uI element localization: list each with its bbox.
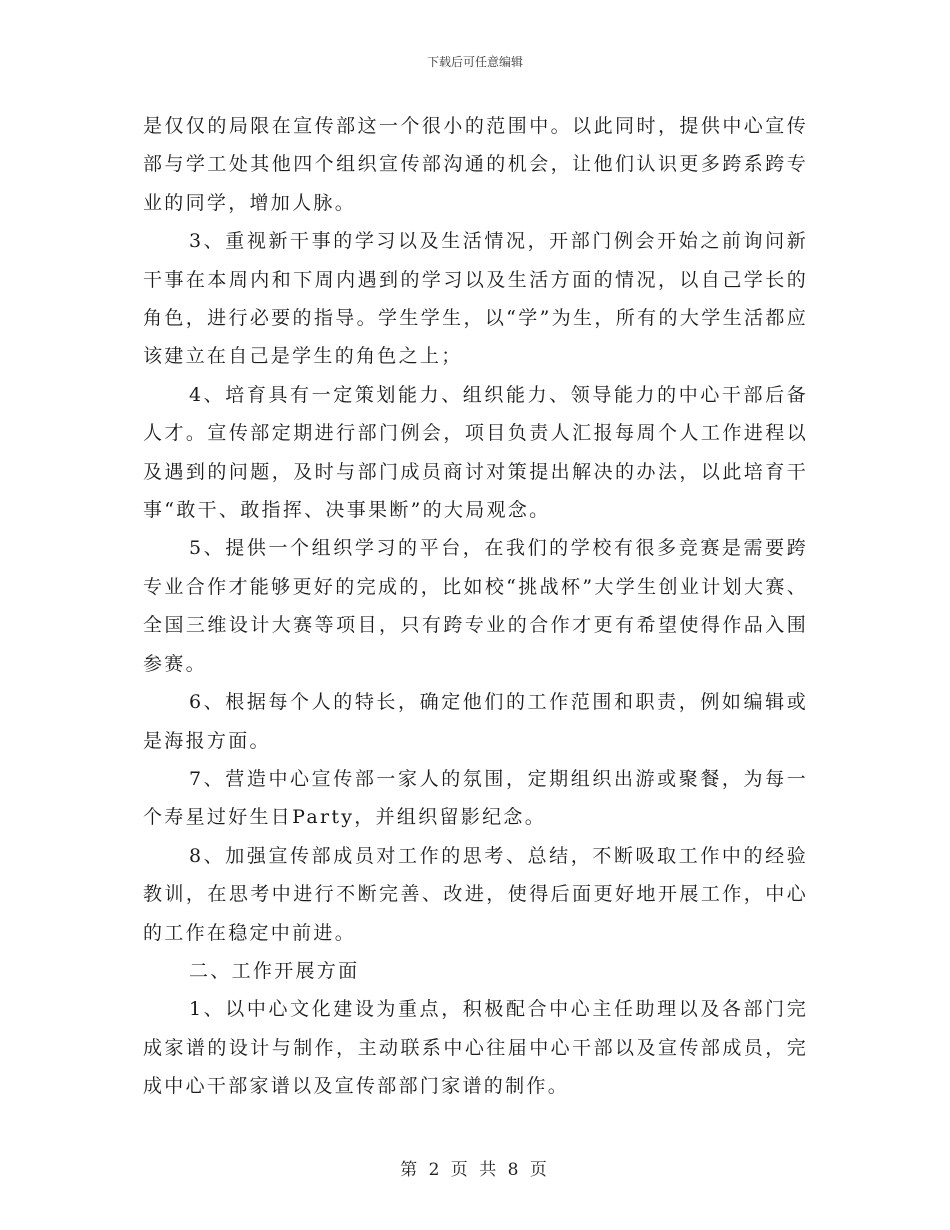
paragraph-item-3: 3、重视新干事的学习以及生活情况，开部门例会开始之前询问新干事在本周内和下周内遇到的学习以及生活方面的情况，以自己学长的角色，进行必要的指导。学生学生，以“学”为生，所有的大学生活都应该建立在自己是学生的角色之上；: [143, 230, 808, 368]
section-heading: 二、工作开展方面: [189, 959, 360, 982]
paragraph-item-6: 6、根据每个人的特长，确定他们的工作范围和职责，例如编辑或是海报方面。: [143, 691, 808, 752]
page-number-footer: 第 2 页 共 8 页: [400, 1160, 550, 1180]
paragraph-item-8: 8、加强宣传部成员对工作的思考、总结，不断吸取工作中的经验教训，在思考中进行不断完善、改进，使得后面更好地开展工作，中心的工作在稳定中前进。: [143, 844, 808, 944]
paragraph-item-5: 5、提供一个组织学习的平台，在我们的学校有很多竞赛是需要跨专业合作才能够更好的完成的，比如校“挑战杯”大学生创业计划大赛、全国三维设计大赛等项目，只有跨专业的合作才更有希望使得作品入围参赛。: [143, 537, 808, 675]
page-header-note: 下载后可任意编辑: [426, 55, 523, 69]
paragraph-item-7: 7、营造中心宣传部一家人的氛围，定期组织出游或聚餐，为每一个寿星过好生日Party，并组织留影纪念。: [143, 767, 808, 829]
paragraph-item-4: 4、培育具有一定策划能力、组织能力、领导能力的中心干部后备人才。宣传部定期进行部门例会，项目负责人汇报每周个人工作进程以及遇到的问题，及时与部门成员商讨对策提出解决的办法，以此培育干事“敢干、敢指挥、决事果断”的大局观念。: [143, 383, 808, 522]
paragraph-continuation: 是仅仅的局限在宣传部这一个很小的范围中。以此同时，提供中心宣传部与学工处其他四个组织宣传部沟通的机会，让他们认识更多跨系跨专业的同学，增加人脉。: [143, 115, 808, 214]
paragraph-section-item-1: 1、以中心文化建设为重点，积极配合中心主任助理以及各部门完成家谱的设计与制作，主动联系中心往届中心干部以及宣传部成员，完成中心干部家谱以及宣传部部门家谱的制作。: [143, 998, 808, 1098]
document-body: [143, 107, 808, 1106]
